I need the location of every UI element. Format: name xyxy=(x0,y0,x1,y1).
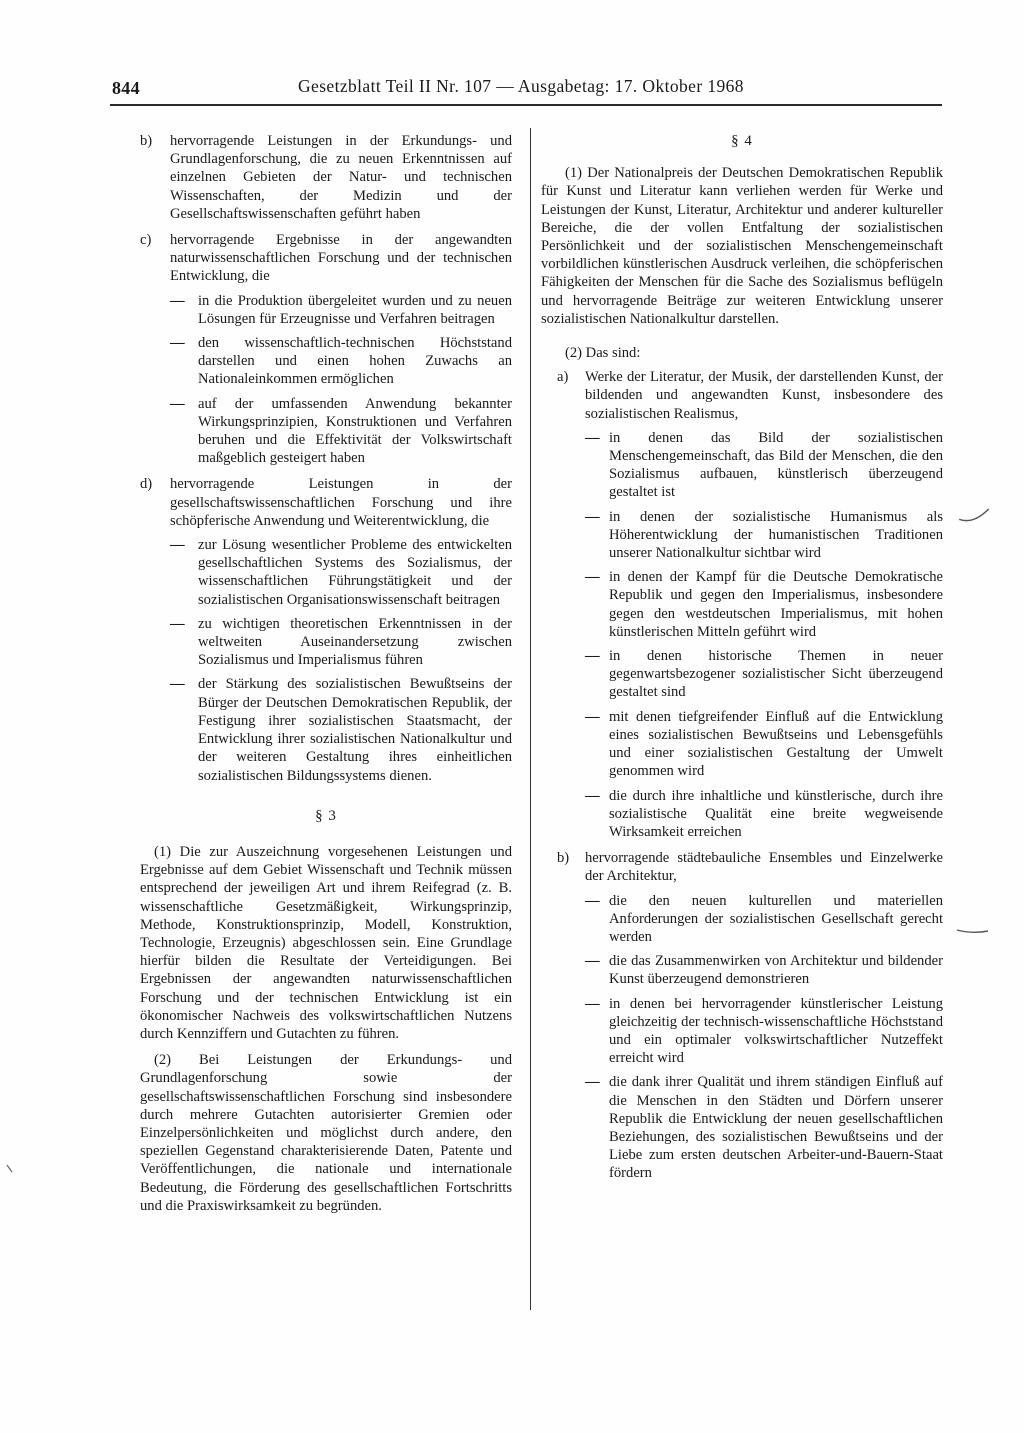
dash-item xyxy=(170,675,512,784)
section-heading-4: § 4 xyxy=(731,133,753,149)
section-heading-3: § 3 xyxy=(315,807,337,824)
dash-mark: — xyxy=(585,569,600,586)
dash-item xyxy=(585,892,943,947)
dash-item xyxy=(585,508,943,563)
dash-item-text: die durch ihre inhaltliche und künstlerische, durch ihre sozialistische Qualität eine breite wegweisende Wirksamkeit erreichen xyxy=(609,787,943,840)
item-label: b) xyxy=(557,850,570,867)
dash-item xyxy=(585,429,943,502)
page-number: 844 xyxy=(112,78,140,98)
margin-mark xyxy=(6,1164,14,1174)
dash-mark: — xyxy=(585,648,600,665)
list-item-a xyxy=(557,368,943,841)
dash-item xyxy=(170,334,512,389)
dash-mark: — xyxy=(585,1074,600,1091)
dash-item xyxy=(170,292,512,328)
paragraph: (1) Die zur Auszeichnung vorgesehenen Leistungen und Ergebnisse auf dem Gebiet Wissenschaft und Technik müssen entsprechend der jeweiligen Art und ihrem Reifegrad (z. B. wissenschaftliche Gesetzmäßigkeit, Wirkungsprinzip, Methode, Konstruktionsprinzip, Modell, Konstruktion, Technologie, Erzeugnis) abgeschlossen sein. Eine Grundlage hierfür bilden die Resultate der Verteidigungen. Bei Ergebnissen der angewandten naturwissenschaftlichen Forschung und der technischen Entwicklung ist ein ökonomischer Nachweis des volkswirtschaftlichen Nutzens durch Kennziffern und Gutachten zu führen. xyxy=(140,843,512,1042)
dash-mark: — xyxy=(170,335,185,352)
dash-item xyxy=(170,615,512,670)
item-text: hervorragende Leistungen in der gesellschaftswissenschaftlichen Forschung und ihre schöpferische Anwendung und Weiterentwicklung, die xyxy=(170,476,512,529)
dash-item-text: mit denen tiefgreifender Einfluß auf die Entwicklung eines sozialistischen Bewußtseins und Lebensgefühls und einer sozialistischen Gestaltung der Umwelt genommen wird xyxy=(609,708,943,780)
item-label: a) xyxy=(557,369,569,386)
enumeration xyxy=(541,368,943,1182)
dash-item-text: zur Lösung wesentlicher Probleme des entwickelten gesellschaftlichen Systems des Sozialismus, der wissenschaftlichen Führungstätigkeit und der sozialistischen Organisationswissenschaft beitragen xyxy=(198,537,512,608)
dash-item-text: den wissenschaftlich-technischen Höchststand darstellen und einen hohen Zuwachs an Nationaleinkommen ermöglichen xyxy=(198,335,512,388)
item-label: b) xyxy=(140,133,153,149)
dash-item xyxy=(585,952,943,988)
item-label: c) xyxy=(140,232,152,249)
dash-mark: — xyxy=(585,508,600,525)
dash-mark: — xyxy=(585,995,600,1012)
dash-mark: — xyxy=(170,676,185,693)
dash-list xyxy=(585,429,943,841)
list-item-b xyxy=(557,849,943,1182)
dash-item xyxy=(170,536,512,609)
dash-item-text: auf der umfassenden Anwendung bekannter Wirkungsprinzipien, Konstruktionen und Verfahren beruhen und die Effektivität der Volkswirtschaft maßgeblich gesteigert haben xyxy=(198,395,512,467)
paragraph: (1) Der Nationalpreis der Deutschen Demokratischen Republik für Kunst und Literatur kann verliehen werden für Werke und Leistungen der Kunst, Literatur, Architektur und anderer kultureller Bereiche, die der vollen Entfaltung der sozialistischen Persönlichkeit und der sozialistischen Menschengemeinschaft vorbildlichen künstlerischen Ausdruck verleihen, die schöpferischen Fähigkeiten der Menschen für die Sache des Sozialismus beflügeln und hervorragende Beiträge zur weiteren Entwicklung unserer sozialistischen Nationalkultur darstellen. xyxy=(541,165,943,327)
left-column xyxy=(140,132,512,1215)
dash-mark: — xyxy=(170,615,185,632)
paragraph: (2) Bei Leistungen der Erkundungs- und Grundlagenforschung sowie der gesellschaftswissenschaftlichen Forschung sind insbesondere durch mehrere Gutachten autorisierter Gremien oder Einzelpersönlichkeiten und möglichst durch andere, den speziellen Gegenstand charakterisierende Daten, Patente und Veröffentlichungen, die nationale und internationale Bedeutung, die Förderung des gesellschaftlichen Fortschritts und die Praxiswirksamkeit zu begründen. xyxy=(140,1052,512,1214)
item-text: hervorragende Ergebnisse in der angewandten naturwissenschaftlichen Forschung und der technischen Entwicklung, die xyxy=(170,232,512,285)
dash-item-text: in denen der sozialistische Humanismus als Höherentwicklung der humanistischen Traditionen unserer Nationalkultur sichtbar wird xyxy=(609,508,943,562)
dash-item-text: der Stärkung des sozialistischen Bewußtseins der Bürger der Deutschen Demokratischen Republik, der Festigung ihrer sozialistischen Staatsmacht, der Entwicklung ihrer sozialistischen Nationalkultur und der weiteren Gestaltung ihres einheitlichen sozialistischen Bildungssystems dienen. xyxy=(198,676,512,784)
dash-item-text: die das Zusammenwirken von Architektur und bildender Kunst überzeugend demonstrieren xyxy=(609,953,943,988)
list-item-d xyxy=(140,475,512,784)
dash-mark: — xyxy=(170,395,185,412)
dash-item xyxy=(170,395,512,468)
dash-item-text: in denen historische Themen in neuer gegenwartsbezogener sozialistischer Sicht überzeugend gestaltet sind xyxy=(609,648,943,701)
dash-mark: — xyxy=(170,292,185,309)
dash-list xyxy=(585,892,943,1183)
dash-mark: — xyxy=(170,537,185,554)
dash-item-text: in denen bei hervorragender künstlerischer Leistung gleichzeitig der technisch-wissenschaftliche Höchststand und ein optimaler volkswirtschaftlicher Nutzeffekt erreicht wird xyxy=(609,995,943,1067)
column-divider xyxy=(530,128,531,1310)
dash-mark: — xyxy=(585,429,600,446)
dash-item xyxy=(585,995,943,1068)
dash-item-text: in denen das Bild der sozialistischen Menschengemeinschaft, das Bild der Menschen, die den Sozialismus aufbauen, künstlerisch überzeugend gestaltet ist xyxy=(609,429,943,501)
right-column xyxy=(541,132,943,1183)
dash-list xyxy=(170,536,512,785)
header-rule xyxy=(110,104,942,106)
dash-item-text: die dank ihrer Qualität und ihrem ständigen Einfluß auf die Menschen in den Städten und Dörfern unserer Republik die Entwicklung der neuen gesellschaftlichen Beziehungen, des sozialistischen Bewußtseins und der Liebe zum ersten deutschen Arbeiter-und-Bauern-Staat fördern xyxy=(609,1074,943,1182)
dash-item xyxy=(585,568,943,641)
item-text: hervorragende Leistungen in der Erkundungs- und Grundlagenforschung, die zu neuen Erkenntnissen auf einzelnen Gebieten der Natur- und technischen Wissenschaften, der Medizin und der Gesellschaftswissenschaften geführt haben xyxy=(170,133,512,222)
item-label: d) xyxy=(140,476,153,493)
dash-mark: — xyxy=(585,892,600,909)
dash-item xyxy=(585,787,943,842)
dash-mark: — xyxy=(585,787,600,804)
dash-item xyxy=(585,708,943,781)
dash-item xyxy=(585,1073,943,1182)
list-item-b xyxy=(140,132,512,223)
dash-item xyxy=(585,647,943,702)
paragraph: (2) Das sind: xyxy=(565,345,641,362)
list-item-c xyxy=(140,231,512,467)
dash-list xyxy=(170,292,512,468)
dash-mark: — xyxy=(585,708,600,725)
running-head: Gesetzblatt Teil II Nr. 107 — Ausgabetag: 17. Oktober 1968 xyxy=(298,76,744,96)
item-text: Werke der Literatur, der Musik, der darstellenden Kunst, der bildenden und angewandten Kunst, insbesondere des sozialistischen Realismus, xyxy=(585,369,943,422)
dash-item-text: zu wichtigen theoretischen Erkenntnissen in der weltweiten Auseinandersetzung zwischen Sozialismus und Imperialismus führen xyxy=(198,615,512,669)
dash-mark: — xyxy=(585,953,600,970)
margin-mark xyxy=(956,926,990,936)
margin-mark xyxy=(957,507,993,528)
dash-item-text: in die Produktion übergeleitet wurden und zu neuen Lösungen für Erzeugnisse und Verfahren beitragen xyxy=(198,292,512,327)
item-text: hervorragende städtebauliche Ensembles und Einzelwerke der Architektur, xyxy=(585,850,943,885)
dash-item-text: in denen der Kampf für die Deutsche Demokratische Republik und gegen den Imperialismus, insbesondere gegen den westdeutschen Imperialismus, mit hohen künstlerischen Mitteln geführt wird xyxy=(609,569,943,640)
dash-item-text: die den neuen kulturellen und materiellen Anforderungen der sozialistischen Gesellschaft gerecht werden xyxy=(609,892,943,945)
